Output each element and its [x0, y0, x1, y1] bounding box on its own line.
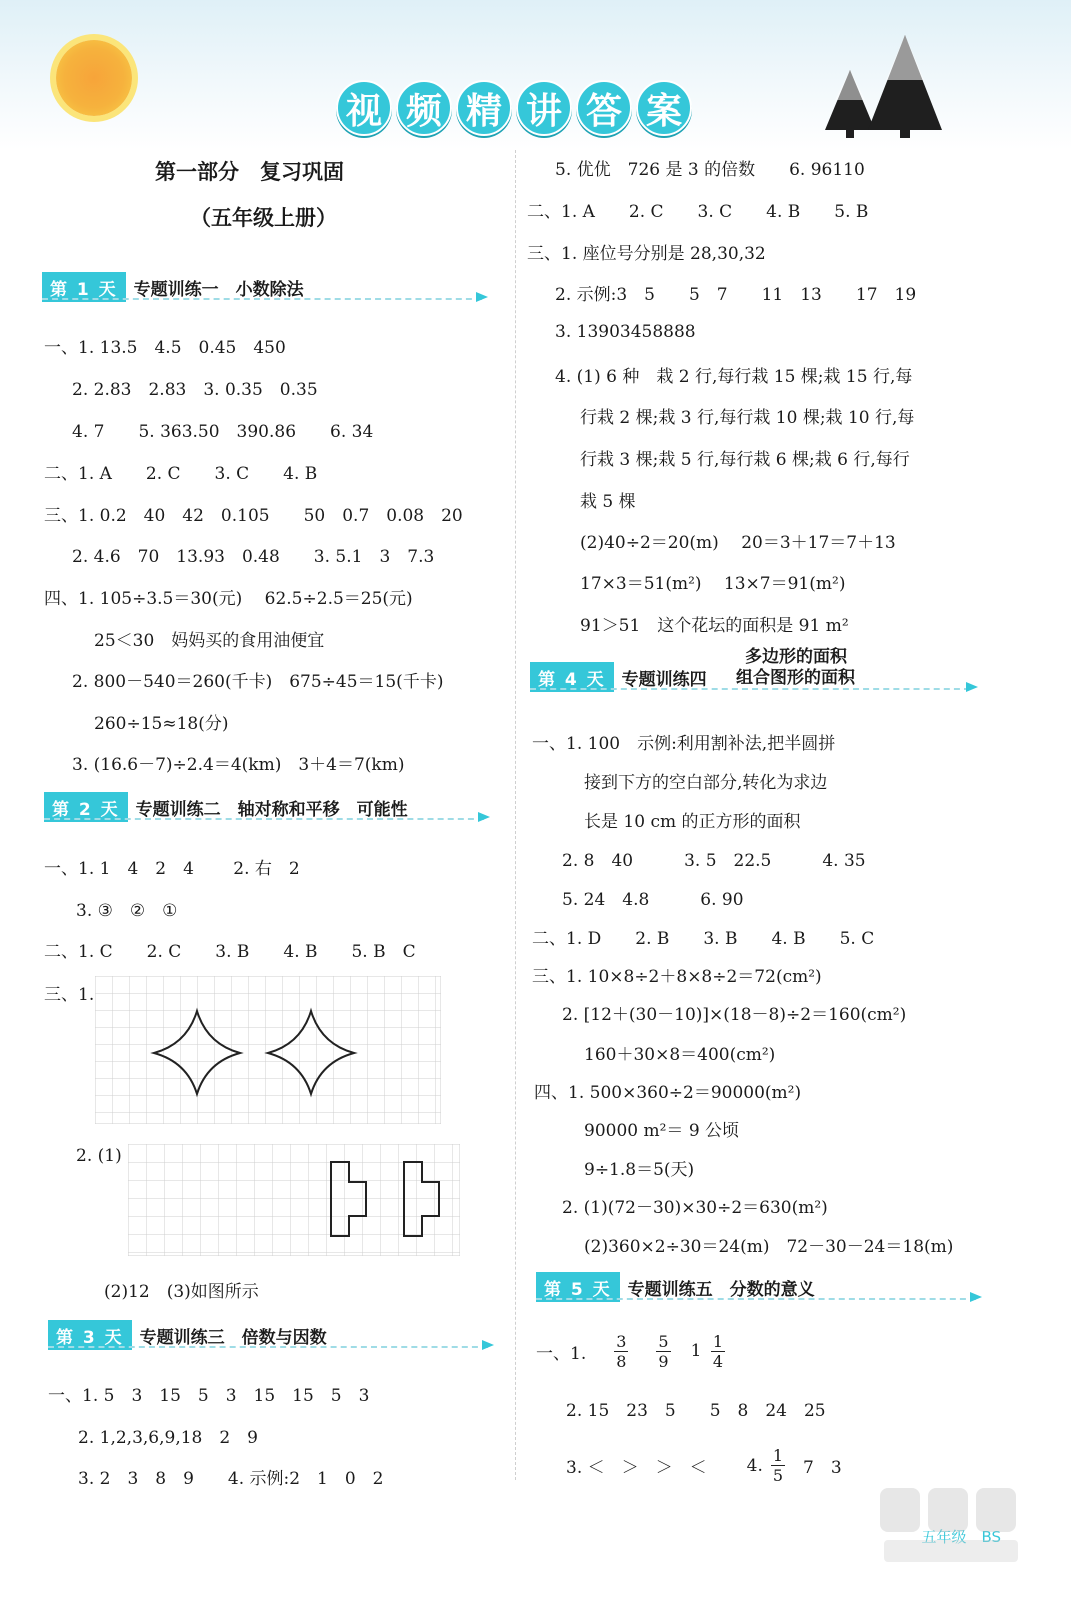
- watermark-logo: [876, 1478, 1026, 1568]
- fraction: [614, 1332, 628, 1371]
- title-char: 视: [336, 80, 392, 136]
- answer-line: 一、1. 5 3 15 5 3 15 15 5 3: [48, 1386, 370, 1406]
- answer-line: 四、1. 105÷3.5＝30(元) 62.5÷2.5＝25(元): [44, 589, 413, 609]
- title-char: 精: [456, 80, 512, 136]
- answer-line: 行栽 2 棵;栽 3 行,每行栽 10 棵;栽 10 行,每: [580, 408, 915, 428]
- fraction: [771, 1446, 785, 1485]
- numerator: 5: [658, 1332, 669, 1351]
- answer-line: 5. 优优 726 是 3 的倍数 6. 96110: [555, 160, 865, 180]
- answer-line: 一、1. 13.5 4.5 0.45 450: [44, 338, 286, 358]
- day-tag: 第 5 天: [536, 1272, 620, 1302]
- day-label: 专题训练一 小数除法: [133, 279, 304, 300]
- answer-line: 长是 10 cm 的正方形的面积: [584, 812, 801, 832]
- answer-line: 一、1. 1 4 2 4 2. 右 2: [44, 859, 300, 879]
- answer-line: (2)12 (3)如图所示: [104, 1282, 259, 1302]
- answer-line: 4. (1) 6 种 栽 2 行,每行栽 15 棵;栽 15 行,每: [555, 367, 913, 387]
- title-char: 答: [576, 80, 632, 136]
- answer-line: 三、1. 0.2 40 42 0.105 50 0.7 0.08 20: [44, 506, 463, 526]
- section-subtitle: （五年级上册）: [190, 206, 337, 230]
- answer-line: 2. (1)(72－30)×30÷2＝630(m²): [562, 1198, 828, 1218]
- grid-figure-2: [128, 1144, 460, 1256]
- question-number: 4.: [746, 1455, 763, 1476]
- fraction: [711, 1332, 725, 1371]
- answer-line: 2. 4.6 70 13.93 0.48 3. 5.1 3 7.3: [72, 547, 435, 567]
- title-char: 案: [636, 80, 692, 136]
- answer-line: 二、1. D 2. B 3. B 4. B 5. C: [532, 929, 875, 949]
- denominator: 4: [712, 1352, 724, 1371]
- answer-line: 2. 1,2,3,6,9,18 2 9: [78, 1428, 258, 1448]
- snow-trees-icon: [820, 30, 950, 140]
- answer-line: 三、1. 10×8÷2＋8×8÷2＝72(cm²): [532, 967, 822, 987]
- sun-icon: [56, 40, 132, 116]
- answer-line: 二、1. A 2. C 3. C 4. B 5. B: [527, 202, 869, 222]
- divider-line: [48, 1346, 488, 1348]
- answer-line: 三、1. 座位号分别是 28,30,32: [527, 244, 766, 264]
- answer-line: 一、1. 100 示例:利用割补法,把半圆拼: [532, 734, 836, 754]
- answer-line: [536, 1332, 733, 1371]
- divider-line: [44, 818, 484, 820]
- denominator: 9: [658, 1352, 669, 1371]
- answer-line: 4. 7 5. 363.50 390.86 6. 34: [72, 422, 374, 442]
- answer-line: 260÷15≈18(分): [94, 714, 229, 734]
- day-tag: 第 2 天: [44, 792, 128, 822]
- denominator: 8: [616, 1352, 627, 1371]
- answer-line: 2. 15 23 5 5 8 24 25: [566, 1401, 826, 1421]
- comparison-answers: 3. ＜ ＞ ＞ ＜: [566, 1458, 707, 1478]
- answer-values: 7 3: [803, 1458, 842, 1478]
- answer-line: 2. 示例:3 5 5 7 11 13 17 19: [555, 285, 917, 305]
- question-number: 一、1.: [536, 1344, 587, 1364]
- page-footer: 五年级 BS: [921, 1528, 1001, 1546]
- column-divider: [515, 150, 516, 1480]
- day-tag: 第 4 天: [530, 662, 614, 692]
- answer-line: 二、1. A 2. C 3. C 4. B: [44, 464, 318, 484]
- divider-line: [42, 298, 482, 300]
- numerator: 3: [616, 1332, 627, 1351]
- answer-line: 17×3＝51(m²) 13×7＝91(m²): [580, 574, 846, 594]
- answer-line: 91＞51 这个花坛的面积是 91 m²: [580, 616, 849, 636]
- answer-line: 25＜30 妈妈买的食用油便宜: [94, 631, 325, 651]
- answer-line: 2. (1): [76, 1146, 122, 1166]
- title-char: 讲: [516, 80, 572, 136]
- answer-line: 2. 8 40 3. 5 22.5 4. 35: [562, 851, 866, 871]
- fraction: [656, 1332, 670, 1371]
- day-label-line1: 多边形的面积: [745, 647, 847, 667]
- numerator: 1: [712, 1332, 724, 1351]
- answer-line: 三、1.: [44, 985, 95, 1005]
- day-label: 专题训练四: [621, 669, 707, 690]
- divider-line: [536, 1298, 976, 1300]
- arrow-icon: [966, 682, 978, 692]
- answer-line: 行栽 3 棵;栽 5 行,每行栽 6 棵;栽 6 行,每行: [580, 450, 910, 470]
- answer-line: 160＋30×8＝400(cm²): [584, 1045, 776, 1065]
- whole-part: 1: [690, 1341, 702, 1361]
- title-char: 频: [396, 80, 452, 136]
- arrow-icon: [478, 812, 490, 822]
- section-title: 第一部分 复习巩固: [155, 160, 344, 184]
- denominator: 5: [772, 1466, 784, 1485]
- numerator: 1: [772, 1446, 784, 1465]
- day-label-line2: 组合图形的面积: [736, 668, 855, 688]
- answer-line: 9÷1.8＝5(天): [584, 1160, 695, 1180]
- day-tag: 第 3 天: [48, 1320, 132, 1350]
- day-label: 专题训练三 倍数与因数: [139, 1327, 327, 1348]
- day-label: 专题训练二 轴对称和平移 可能性: [135, 799, 408, 820]
- mixed-number: [606, 1332, 636, 1371]
- answer-line: 3. ③ ② ①: [76, 901, 178, 921]
- arrow-icon: [476, 292, 488, 302]
- answer-line: 接到下方的空白部分,转化为求边: [584, 773, 828, 793]
- answer-line: 3. 2 3 8 9 4. 示例:2 1 0 2: [78, 1469, 384, 1489]
- answer-line: 栽 5 棵: [580, 492, 636, 512]
- answer-line: 2. 2.83 2.83 3. 0.35 0.35: [72, 380, 318, 400]
- grid-figure-1: [95, 976, 441, 1124]
- mixed-number: [691, 1332, 733, 1371]
- arrow-icon: [970, 1292, 982, 1302]
- answer-line: 3. 13903458888: [555, 322, 696, 342]
- answer-line: 2. [12＋(30－10)]×(18－8)÷2＝160(cm²): [562, 1005, 907, 1025]
- answer-line: 四、1. 500×360÷2＝90000(m²): [534, 1083, 802, 1103]
- answer-line: 5. 24 4.8 6. 90: [562, 890, 744, 910]
- page-title: [336, 80, 692, 136]
- arrow-icon: [482, 1340, 494, 1350]
- answer-line: 90000 m²＝ 9 公顷: [584, 1121, 740, 1141]
- answer-line: 二、1. C 2. C 3. B 4. B 5. B C: [44, 942, 416, 962]
- divider-line: [530, 688, 970, 690]
- answer-line: 3. (16.6－7)÷2.4＝4(km) 3＋4＝7(km): [72, 755, 405, 775]
- mixed-number: [648, 1332, 678, 1371]
- answer-line: (2)40÷2＝20(m) 20＝3＋17＝7＋13: [580, 533, 896, 553]
- answer-line: (2)360×2÷30＝24(m) 72－30－24＝18(m): [584, 1237, 954, 1257]
- answer-line: [566, 1446, 842, 1485]
- day-label: 专题训练五 分数的意义: [627, 1279, 815, 1300]
- answer-line: 2. 800－540＝260(千卡) 675÷45＝15(千卡): [72, 672, 444, 692]
- day-tag: 第 1 天: [42, 272, 126, 302]
